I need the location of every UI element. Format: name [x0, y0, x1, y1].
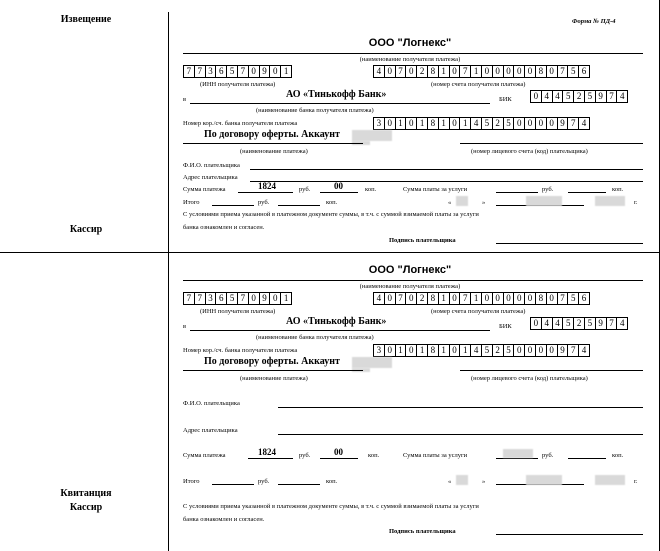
sum-rub: 1824	[258, 447, 276, 457]
inn-digit: 7	[194, 66, 205, 77]
account-digit: 7	[557, 293, 568, 304]
fee-kop-line[interactable]	[568, 458, 606, 459]
fee-rub-line[interactable]	[496, 458, 538, 459]
account-digit: 1	[470, 293, 481, 304]
recipient-name-line	[183, 53, 643, 54]
signature-label: Подпись плательщика	[389, 528, 456, 535]
year-suffix: г.	[634, 478, 638, 485]
corr-digit: 8	[427, 118, 438, 129]
corr-digit: 0	[405, 118, 416, 129]
fee-kop-label: коп.	[612, 186, 624, 193]
inn-digit: 7	[237, 66, 248, 77]
inn-digit: 9	[259, 66, 270, 77]
bik-label: БИК	[499, 96, 512, 103]
purpose-caption: (наименование платежа)	[240, 148, 308, 155]
account-digit: 2	[416, 66, 427, 77]
bik-digit: 0	[533, 91, 539, 101]
account-digit: 0	[449, 293, 460, 304]
inn-digit: 7	[186, 293, 192, 303]
bik-digit: 4	[616, 318, 627, 329]
account-digit: 2	[416, 293, 427, 304]
purpose-caption: (наименование платежа)	[240, 375, 308, 382]
account-digit: 0	[384, 66, 395, 77]
inn-digit: 5	[226, 66, 237, 77]
redacted-account-id	[352, 357, 392, 368]
purpose-line	[183, 370, 363, 371]
inn-digit: 7	[237, 293, 248, 304]
corr-digit: 0	[449, 118, 460, 129]
bik-digit: 4	[552, 318, 563, 329]
corr-account-cells	[373, 117, 590, 130]
corr-digit: 0	[524, 118, 535, 129]
account-digit: 8	[427, 66, 438, 77]
bik-digit: 4	[552, 91, 563, 102]
corr-digit: 5	[503, 118, 514, 129]
account-digit: 6	[578, 66, 589, 77]
payer-address-label: Адрес плательщика	[183, 427, 238, 434]
signature-line[interactable]	[496, 243, 643, 244]
payer-name-line[interactable]	[250, 169, 643, 170]
inn-digit: 6	[215, 66, 226, 77]
bik-digit: 4	[541, 91, 552, 102]
corr-digit: 1	[438, 118, 449, 129]
inn-digit: 3	[205, 293, 216, 304]
account-digit: 6	[578, 293, 589, 304]
inn-digit: 9	[259, 293, 270, 304]
corr-digit: 3	[376, 345, 382, 355]
payer-name-label: Ф.И.О. плательщика	[183, 162, 240, 169]
redacted-fee-rub	[503, 449, 533, 458]
recipient-name: ООО "Логнекс"	[368, 37, 452, 49]
corr-digit: 0	[513, 345, 524, 356]
fee-rub-label: руб.	[542, 186, 554, 193]
corr-digit: 0	[546, 345, 557, 356]
account-digit: 7	[395, 293, 406, 304]
bik-digit: 5	[562, 91, 573, 102]
corr-digit: 2	[492, 118, 503, 129]
inn-digit: 0	[248, 66, 259, 77]
account-digit: 0	[492, 66, 503, 77]
corr-digit: 4	[470, 345, 481, 356]
account-digit: 8	[535, 66, 546, 77]
recipient-name-caption: (наименование получателя платежа)	[359, 283, 461, 290]
total-rub-label: руб.	[258, 199, 270, 206]
form-divider-vertical	[168, 12, 169, 551]
date-quote-close: »	[482, 199, 486, 206]
account-digit: 0	[503, 293, 514, 304]
fee-kop-label: коп.	[612, 452, 624, 459]
account-digit: 7	[395, 66, 406, 77]
corr-digit: 0	[449, 345, 460, 356]
account-digit: 0	[481, 293, 492, 304]
account-digit: 1	[438, 293, 449, 304]
corr-digit: 4	[470, 118, 481, 129]
bik-label: БИК	[499, 323, 512, 330]
corr-digit: 1	[416, 118, 427, 129]
corr-digit: 8	[427, 345, 438, 356]
bik-digit: 0	[533, 318, 539, 328]
inn-cells	[183, 292, 292, 305]
bik-digit: 9	[595, 91, 606, 102]
account-digit: 5	[567, 293, 578, 304]
corr-digit: 0	[513, 118, 524, 129]
rub-label: руб.	[299, 186, 311, 193]
personal-account-caption: (номер лицевого счета (код) плательщика)	[471, 148, 588, 155]
inn-digit: 7	[186, 66, 192, 76]
bank-caption: (наименование банка получателя платежа)	[256, 334, 374, 341]
kop-label: коп.	[365, 186, 377, 193]
bank-prefix: в	[183, 96, 187, 103]
account-digit: 7	[459, 66, 470, 77]
account-cells	[373, 292, 590, 305]
corr-digit: 0	[535, 345, 546, 356]
payer-address-line[interactable]	[278, 434, 643, 435]
payer-name-line[interactable]	[278, 407, 643, 408]
corr-digit: 0	[546, 118, 557, 129]
redacted-date-year	[595, 475, 625, 485]
corr-digit: 7	[567, 118, 578, 129]
bik-cells	[530, 317, 628, 330]
account-digit: 7	[557, 66, 568, 77]
total-kop-label: коп.	[326, 199, 338, 206]
account-digit: 8	[535, 293, 546, 304]
bank-name: АО «Тинькофф Банк»	[286, 316, 387, 327]
account-digit: 0	[546, 66, 557, 77]
fee-rub-label: руб.	[542, 452, 554, 459]
sum-rub: 1824	[258, 181, 276, 191]
account-digit: 0	[405, 293, 416, 304]
signature-line[interactable]	[496, 534, 643, 535]
account-digit: 8	[427, 293, 438, 304]
account-digit: 5	[567, 66, 578, 77]
inn-digit: 0	[269, 66, 280, 77]
consent-text-line1: С условиями приема указанной в платежном документе суммы, в т.ч. с суммой взимаемой платы за услуги	[183, 211, 479, 218]
corr-account-label: Номер кор./сч. банка получателя платежа	[183, 347, 298, 354]
account-digit: 0	[524, 293, 535, 304]
year-suffix: г.	[634, 199, 638, 206]
bik-cells	[530, 90, 628, 103]
corr-digit: 5	[481, 118, 492, 129]
personal-account-caption: (номер лицевого счета (код) плательщика)	[471, 375, 588, 382]
redacted-date-year	[595, 196, 625, 206]
inn-cells	[183, 65, 292, 78]
sum-label: Сумма платежа	[183, 186, 226, 193]
personal-account-line	[460, 370, 643, 371]
account-cells	[373, 65, 590, 78]
corr-account-cells	[373, 344, 590, 357]
account-digit: 0	[503, 66, 514, 77]
corr-digit: 3	[376, 118, 382, 128]
corr-digit: 1	[395, 345, 406, 356]
inn-digit: 7	[194, 293, 205, 304]
payer-name-label: Ф.И.О. плательщика	[183, 400, 240, 407]
recipient-name-line	[183, 280, 643, 281]
inn-digit: 1	[280, 66, 291, 77]
total-rub-line[interactable]	[212, 484, 254, 485]
inn-caption: (ИНН получателя платежа)	[200, 308, 276, 315]
redacted-date-month	[526, 196, 562, 206]
purpose-line	[183, 143, 363, 144]
account-digit: 0	[405, 66, 416, 77]
corr-digit: 0	[384, 118, 395, 129]
total-rub-line[interactable]	[212, 205, 254, 206]
corr-digit: 9	[557, 118, 568, 129]
form-number: Форма № ПД-4	[572, 18, 616, 25]
bik-digit: 9	[595, 318, 606, 329]
redacted-date-day	[456, 196, 468, 206]
corr-digit: 4	[578, 118, 589, 129]
inn-digit: 1	[280, 293, 291, 304]
account-digit: 4	[376, 293, 382, 303]
payer-address-label: Адрес плательщика	[183, 174, 238, 181]
cashier-label-top: Кассир	[69, 224, 103, 235]
personal-account-line	[460, 143, 643, 144]
total-rub-label: руб.	[258, 478, 270, 485]
consent-text-line2: банка ознакомлен и согласен.	[183, 224, 265, 231]
inn-digit: 5	[226, 293, 237, 304]
sum-label: Сумма платежа	[183, 452, 226, 459]
date-quote-open: «	[448, 478, 452, 485]
account-digit: 0	[513, 66, 524, 77]
total-kop-line[interactable]	[278, 484, 320, 485]
corr-digit: 1	[438, 345, 449, 356]
bank-name-line	[190, 103, 490, 104]
corr-digit: 0	[405, 345, 416, 356]
corr-account-label: Номер кор./сч. банка получателя платежа	[183, 120, 298, 127]
signature-label: Подпись плательщика	[389, 237, 456, 244]
account-digit: 0	[546, 293, 557, 304]
form-divider-horizontal	[0, 252, 660, 253]
corr-digit: 1	[459, 118, 470, 129]
bank-caption: (наименование банка получателя платежа)	[256, 107, 374, 114]
total-label: Итого	[183, 199, 200, 206]
bik-digit: 5	[584, 91, 595, 102]
bank-name: АО «Тинькофф Банк»	[286, 89, 387, 100]
total-kop-label: коп.	[326, 478, 338, 485]
consent-text-line2: банка ознакомлен и согласен.	[183, 516, 265, 523]
rub-label: руб.	[299, 452, 311, 459]
inn-digit: 3	[205, 66, 216, 77]
corr-digit: 1	[395, 118, 406, 129]
inn-caption: (ИНН получателя платежа)	[200, 81, 276, 88]
account-caption: (номер счета получателя платежа)	[431, 81, 526, 88]
sum-kop: 00	[334, 181, 343, 191]
recipient-name: ООО "Логнекс"	[368, 264, 452, 276]
bank-prefix: в	[183, 323, 187, 330]
inn-digit: 6	[215, 293, 226, 304]
total-kop-line[interactable]	[278, 205, 320, 206]
bik-digit: 2	[573, 91, 584, 102]
fee-kop-line[interactable]	[568, 192, 606, 193]
payment-purpose: По договору оферты. Аккаунт	[204, 356, 340, 367]
redacted-date-day	[456, 475, 468, 485]
account-digit: 7	[459, 293, 470, 304]
bik-digit: 7	[606, 318, 617, 329]
inn-digit: 0	[269, 293, 280, 304]
account-digit: 0	[513, 293, 524, 304]
bank-name-line	[190, 330, 490, 331]
corr-digit: 2	[492, 345, 503, 356]
account-caption: (номер счета получателя платежа)	[431, 308, 526, 315]
corr-digit: 5	[503, 345, 514, 356]
sum-kop-line	[320, 192, 358, 193]
account-digit: 1	[470, 66, 481, 77]
payer-address-line[interactable]	[250, 181, 643, 182]
corr-digit: 5	[481, 345, 492, 356]
sum-rub-line	[248, 458, 293, 459]
corr-digit: 0	[384, 345, 395, 356]
account-digit: 4	[376, 66, 382, 76]
inn-digit: 0	[248, 293, 259, 304]
recipient-name-caption: (наименование получателя платежа)	[359, 56, 461, 63]
service-fee-label: Сумма платы за услуги	[403, 186, 468, 193]
bik-digit: 5	[584, 318, 595, 329]
corr-digit: 9	[557, 345, 568, 356]
bik-digit: 5	[562, 318, 573, 329]
account-digit: 0	[384, 293, 395, 304]
bik-digit: 7	[606, 91, 617, 102]
bik-digit: 4	[541, 318, 552, 329]
sum-kop: 00	[334, 447, 343, 457]
corr-digit: 7	[567, 345, 578, 356]
total-label: Итого	[183, 478, 200, 485]
sum-rub-line	[238, 192, 293, 193]
fee-rub-line[interactable]	[496, 192, 538, 193]
payment-purpose: По договору оферты. Аккаунт	[204, 129, 340, 140]
redacted-account-id	[352, 130, 392, 141]
account-digit: 1	[438, 66, 449, 77]
corr-digit: 1	[459, 345, 470, 356]
corr-digit: 0	[524, 345, 535, 356]
account-digit: 0	[492, 293, 503, 304]
corr-digit: 4	[578, 345, 589, 356]
bik-digit: 2	[573, 318, 584, 329]
sum-kop-line	[320, 458, 358, 459]
bik-digit: 4	[616, 91, 627, 102]
cashier-label-bottom: Кассир	[69, 502, 103, 513]
account-digit: 0	[524, 66, 535, 77]
account-digit: 0	[449, 66, 460, 77]
consent-text-line1: С условиями приема указанной в платежном документе суммы, в т.ч. с суммой взимаемой платы за услуги	[183, 503, 479, 510]
receipt-heading: Квитанция	[60, 488, 112, 499]
kop-label: коп.	[368, 452, 380, 459]
notice-heading: Извещение	[60, 14, 112, 25]
date-quote-close: »	[482, 478, 486, 485]
date-quote-open: «	[448, 199, 452, 206]
redacted-date-month	[526, 475, 562, 485]
service-fee-label: Сумма платы за услуги	[403, 452, 468, 459]
account-digit: 0	[481, 66, 492, 77]
corr-digit: 0	[535, 118, 546, 129]
corr-digit: 1	[416, 345, 427, 356]
